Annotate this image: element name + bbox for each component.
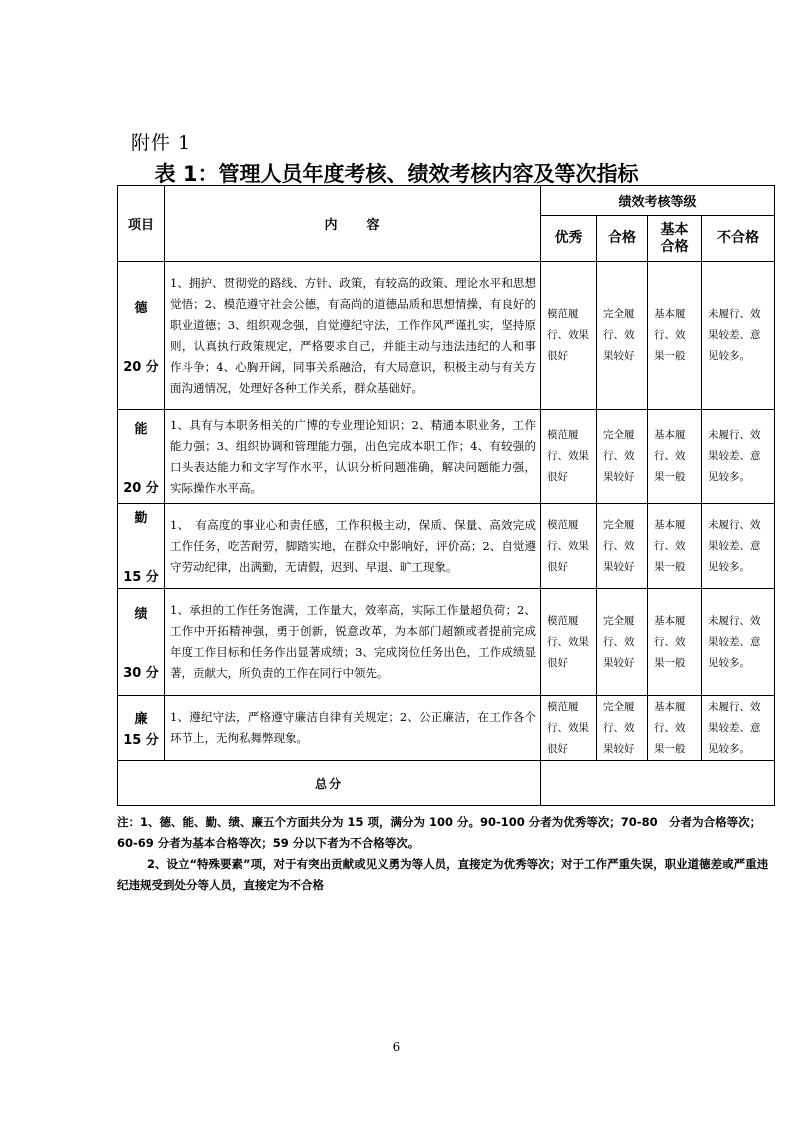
header-grade-fail: 不合格 xyxy=(702,216,775,262)
total-label: 总分 xyxy=(118,761,541,806)
item-content: 1、 有高度的事业心和责任感，工作积极主动，保质、保量、高效完成工作任务，吃苦耐劳，脚踏实地，在群众中影响好，评价高；2、自觉遵守劳动纪律，出满勤，无请假，迟到、早退、旷工现象。 xyxy=(165,504,541,589)
grade-fail-desc: 未履行、效果较差、意见较多。 xyxy=(702,262,775,410)
item-ji: 绩 30 分 xyxy=(118,589,165,696)
grade-fail-desc: 未履行、效果较差、意见较多。 xyxy=(702,504,775,589)
attachment-label: 附件 1 xyxy=(131,132,192,154)
total-value-cell xyxy=(541,761,775,806)
header-grade-pass: 合格 xyxy=(597,216,648,262)
grade-basic-desc: 基本履行、效果一般 xyxy=(648,504,702,589)
header-content: 内 容 xyxy=(165,186,541,262)
table-row xyxy=(118,504,775,589)
grade-pass-desc: 完全履行、效果较好 xyxy=(597,410,648,504)
item-content: 1、承担的工作任务饱满，工作量大，效率高，实际工作量超负荷；2、工作中开拓精神强，勇于创新，锐意改革，为本部门超额或者提前完成年度工作目标和任务作出显著成绩；3、完成岗位任务出色，工作成绩显著，贡献大，所负责的工作在同行中领先。 xyxy=(165,589,541,696)
grade-fail-desc: 未履行、效果较差、意见较多。 xyxy=(702,410,775,504)
grade-excellent-desc: 模范履行、效果很好 xyxy=(541,262,597,410)
table-row xyxy=(118,589,775,696)
grade-excellent-desc: 模范履行、效果很好 xyxy=(541,504,597,589)
grade-fail-desc: 未履行、效果较差、意见较多。 xyxy=(702,589,775,696)
table-title: 表 1：管理人员年度考核、绩效考核内容及等次指标 xyxy=(154,162,639,186)
grade-pass-desc: 完全履行、效果较好 xyxy=(597,504,648,589)
grade-excellent-desc: 模范履行、效果很好 xyxy=(541,410,597,504)
header-item: 项目 xyxy=(118,186,165,262)
grade-excellent-desc: 模范履行、效果很好 xyxy=(541,589,597,696)
notes xyxy=(117,812,777,896)
assessment-table xyxy=(117,185,775,806)
total-row xyxy=(118,761,775,806)
grade-basic-desc: 基本履行、效果一般 xyxy=(648,410,702,504)
item-content: 1、拥护、贯彻党的路线、方针、政策，有较高的政策、理论水平和思想觉悟；2、模范遵守社会公德，有高尚的道德品质和思想情操，有良好的职业道德；3、组织观念强，自觉遵纪守法，工作作风严谨扎实，坚持原则，认真执行政策规定，严格要求自己，并能主动与违法违纪的人和事作斗争；4、心胸开阔，同事关系融洽，有大局意识，积极主动与有关方面沟通情况，处理好各种工作关系，群众基础好。 xyxy=(165,262,541,410)
grade-basic-desc: 基本履行、效果一般 xyxy=(648,696,702,761)
table-row xyxy=(118,410,775,504)
page-number: 6 xyxy=(392,1040,401,1054)
grade-fail-desc: 未履行、效果较差、意见较多。 xyxy=(702,696,775,761)
table-row xyxy=(118,696,775,761)
grade-basic-desc: 基本履行、效果一般 xyxy=(648,589,702,696)
header-grade-group: 绩效考核等级 xyxy=(541,186,775,216)
item-de: 德 20 分 xyxy=(118,262,165,410)
grade-pass-desc: 完全履行、效果较好 xyxy=(597,696,648,761)
item-content: 1、遵纪守法，严格遵守廉洁自律有关规定；2、公正廉洁，在工作各个环节上，无徇私舞弊现象。 xyxy=(165,696,541,761)
item-neng: 能 20 分 xyxy=(118,410,165,504)
header-grade-excellent: 优秀 xyxy=(541,216,597,262)
item-qin: 勤 15 分 xyxy=(118,504,165,589)
grade-pass-desc: 完全履行、效果较好 xyxy=(597,589,648,696)
note-1: 注：1、德、能、勤、绩、廉五个方面共分为 15 项，满分为 100 分。90-100 分者为优秀等次；70-80 分者为合格等次；60-69 分者为基本合格等次；59 分以下者为不合格等次。 xyxy=(117,815,762,850)
item-lian: 廉 15 分 xyxy=(118,696,165,761)
grade-pass-desc: 完全履行、效果较好 xyxy=(597,262,648,410)
grade-excellent-desc: 模范履行、效果很好 xyxy=(541,696,597,761)
header-grade-basic: 基本合格 xyxy=(648,216,702,262)
table-row xyxy=(118,262,775,410)
item-content: 1、具有与本职务相关的广博的专业理论知识；2、精通本职业务，工作能力强；3、组织协调和管理能力强，出色完成本职工作；4、有较强的口头表达能力和文字写作水平，认识分析问题准确，解决问题能力强，实际操作水平高。 xyxy=(165,410,541,504)
note-2: 2、设立“特殊要素”项，对于有突出贡献或见义勇为等人员，直接定为优秀等次；对于工作严重失误，职业道德差或严重违纪违规受到处分等人员，直接定为不合格 xyxy=(117,857,769,892)
grade-basic-desc: 基本履行、效果一般 xyxy=(648,262,702,410)
